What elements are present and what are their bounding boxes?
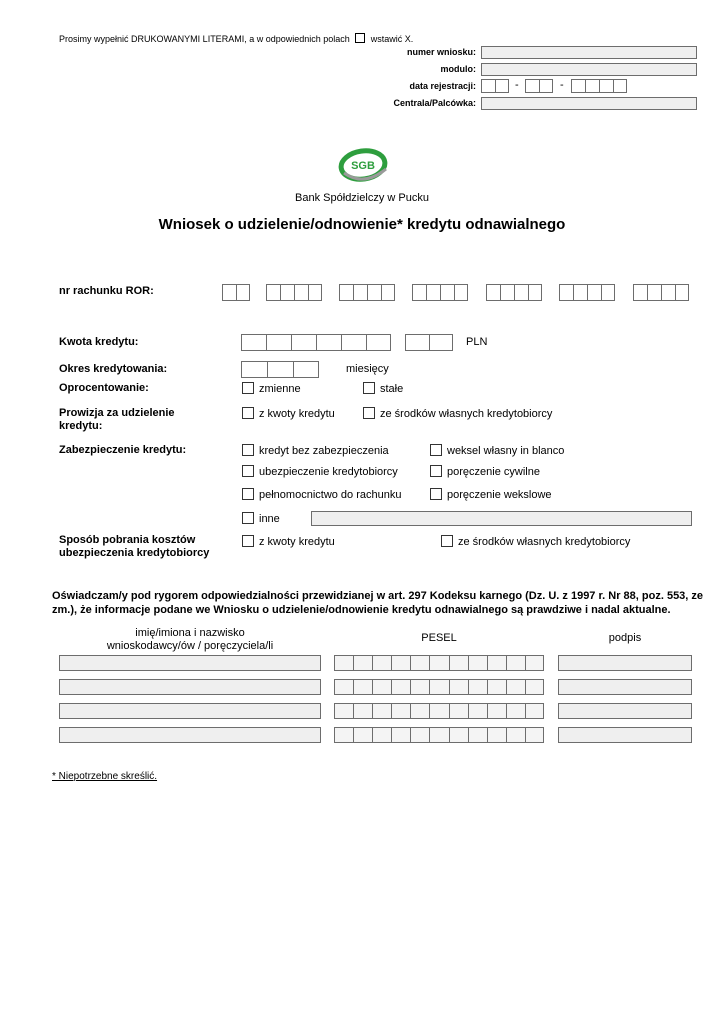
office-label-branch: Centrala/Palcówka:	[393, 98, 476, 108]
insurance-from-credit-checkbox[interactable]	[242, 535, 254, 547]
office-label-date: data rejestracji:	[409, 81, 476, 91]
insurance-own-funds-checkbox[interactable]	[441, 535, 453, 547]
name-field[interactable]	[59, 655, 321, 671]
security-insurance-label: ubezpieczenie kredytobiorcy	[259, 466, 398, 478]
account-cells-5[interactable]	[486, 284, 542, 301]
amount-decimal-cells[interactable]	[405, 334, 453, 351]
signature-field[interactable]	[558, 655, 692, 671]
name-header-line-1: imię/imiona i nazwisko	[135, 627, 245, 639]
office-label-number: numer wniosku:	[406, 47, 476, 57]
interest-variable-label: zmienne	[259, 383, 301, 395]
pesel-header: PESEL	[421, 632, 457, 644]
account-cells-4[interactable]	[412, 284, 468, 301]
office-label-modulo: modulo:	[440, 64, 476, 74]
declaration-text: Oświadczam/y pod rygorem odpowiedzialności przewidzianej w art. 297 Kodeksu karnego (Dz. U. z 1997 r. Nr 88, poz. 553, ze zm.), że informacje podane we Wniosku o udzielenie/odnowienie kredytu odnawialnego są prawdziwe i nadal aktualne.	[52, 590, 704, 616]
signature-field[interactable]	[558, 727, 692, 743]
name-field[interactable]	[59, 679, 321, 695]
commission-from-credit-label: z kwoty kredytu	[259, 408, 335, 420]
date-separator: -	[560, 79, 564, 91]
insurance-from-credit-label: z kwoty kredytu	[259, 536, 335, 548]
page-title: Wniosek o udzielenie/odnowienie* kredytu odnawialnego	[158, 216, 566, 233]
pesel-cells[interactable]	[334, 727, 544, 743]
sgb-logo-icon	[336, 143, 394, 185]
security-label: Zabezpieczenie kredytu:	[59, 444, 187, 456]
commission-from-credit-checkbox[interactable]	[242, 407, 254, 419]
account-cells-1[interactable]	[222, 284, 250, 301]
commission-label-1: Prowizja za udzielenie	[59, 407, 175, 419]
name-field[interactable]	[59, 727, 321, 743]
modulo-field[interactable]	[481, 63, 697, 76]
security-civil-guarantee-label: poręczenie cywilne	[447, 466, 540, 478]
security-account-power-label: pełnomocnictwo do rachunku	[259, 489, 402, 501]
commission-own-funds-label: ze środków własnych kredytobiorcy	[380, 408, 553, 420]
logo-text: SGB	[351, 160, 375, 172]
interest-fixed-label: stałe	[380, 383, 404, 395]
instruction-post: wstawić X.	[370, 34, 414, 44]
period-label: Okres kredytowania:	[59, 363, 168, 375]
name-header-line-2: wnioskodawcy/ów / poręczyciela/li	[106, 640, 274, 652]
account-cells-7[interactable]	[633, 284, 689, 301]
name-header	[59, 627, 321, 653]
branch-field[interactable]	[481, 97, 697, 110]
instruction-pre: Prosimy wypełnić DRUKOWANYMI LITERAMI, a w odpowiednich polach	[59, 34, 350, 44]
insurance-cost-label-2: ubezpieczenia kredytobiorcy	[59, 547, 210, 559]
signature-field[interactable]	[558, 703, 692, 719]
registration-day-cells[interactable]	[481, 79, 509, 93]
security-other-field[interactable]	[311, 511, 692, 526]
pesel-cells[interactable]	[334, 655, 544, 671]
security-account-power-checkbox[interactable]	[242, 488, 254, 500]
period-cells[interactable]	[241, 361, 319, 378]
account-cells-2[interactable]	[266, 284, 322, 301]
account-cells-3[interactable]	[339, 284, 395, 301]
commission-own-funds-checkbox[interactable]	[363, 407, 375, 419]
interest-variable-checkbox[interactable]	[242, 382, 254, 394]
period-unit: miesięcy	[346, 363, 389, 375]
security-civil-guarantee-checkbox[interactable]	[430, 465, 442, 477]
bank-name: Bank Spółdzielczy w Pucku	[295, 192, 429, 204]
amount-integer-cells[interactable]	[241, 334, 391, 351]
instruction-text	[59, 33, 413, 44]
name-field[interactable]	[59, 703, 321, 719]
security-none-checkbox[interactable]	[242, 444, 254, 456]
footnote: * Niepotrzebne skreślić.	[52, 771, 158, 782]
interest-label: Oprocentowanie:	[59, 382, 149, 394]
registration-year-cells[interactable]	[571, 79, 627, 93]
account-cells-6[interactable]	[559, 284, 615, 301]
security-none-label: kredyt bez zabezpieczenia	[259, 445, 389, 457]
currency-label: PLN	[466, 336, 488, 348]
security-bill-guarantee-label: poręczenie wekslowe	[447, 489, 552, 501]
security-insurance-checkbox[interactable]	[242, 465, 254, 477]
interest-fixed-checkbox[interactable]	[363, 382, 375, 394]
security-other-checkbox[interactable]	[242, 512, 254, 524]
security-bill-guarantee-checkbox[interactable]	[430, 488, 442, 500]
signature-field[interactable]	[558, 679, 692, 695]
security-own-bill-checkbox[interactable]	[430, 444, 442, 456]
registration-month-cells[interactable]	[525, 79, 553, 93]
security-own-bill-label: weksel własny in blanco	[447, 445, 565, 457]
signature-header: podpis	[608, 632, 642, 644]
application-number-field[interactable]	[481, 46, 697, 59]
pesel-cells[interactable]	[334, 703, 544, 719]
insurance-cost-label-1: Sposób pobrania kosztów	[59, 534, 196, 546]
checkbox-sample-icon	[355, 33, 365, 43]
insurance-own-funds-label: ze środków własnych kredytobiorcy	[458, 536, 631, 548]
pesel-cells[interactable]	[334, 679, 544, 695]
amount-label: Kwota kredytu:	[59, 336, 139, 348]
account-label: nr rachunku ROR:	[59, 285, 154, 297]
date-separator: -	[515, 79, 519, 91]
security-other-label: inne	[259, 513, 280, 525]
commission-label-2: kredytu:	[59, 420, 103, 432]
